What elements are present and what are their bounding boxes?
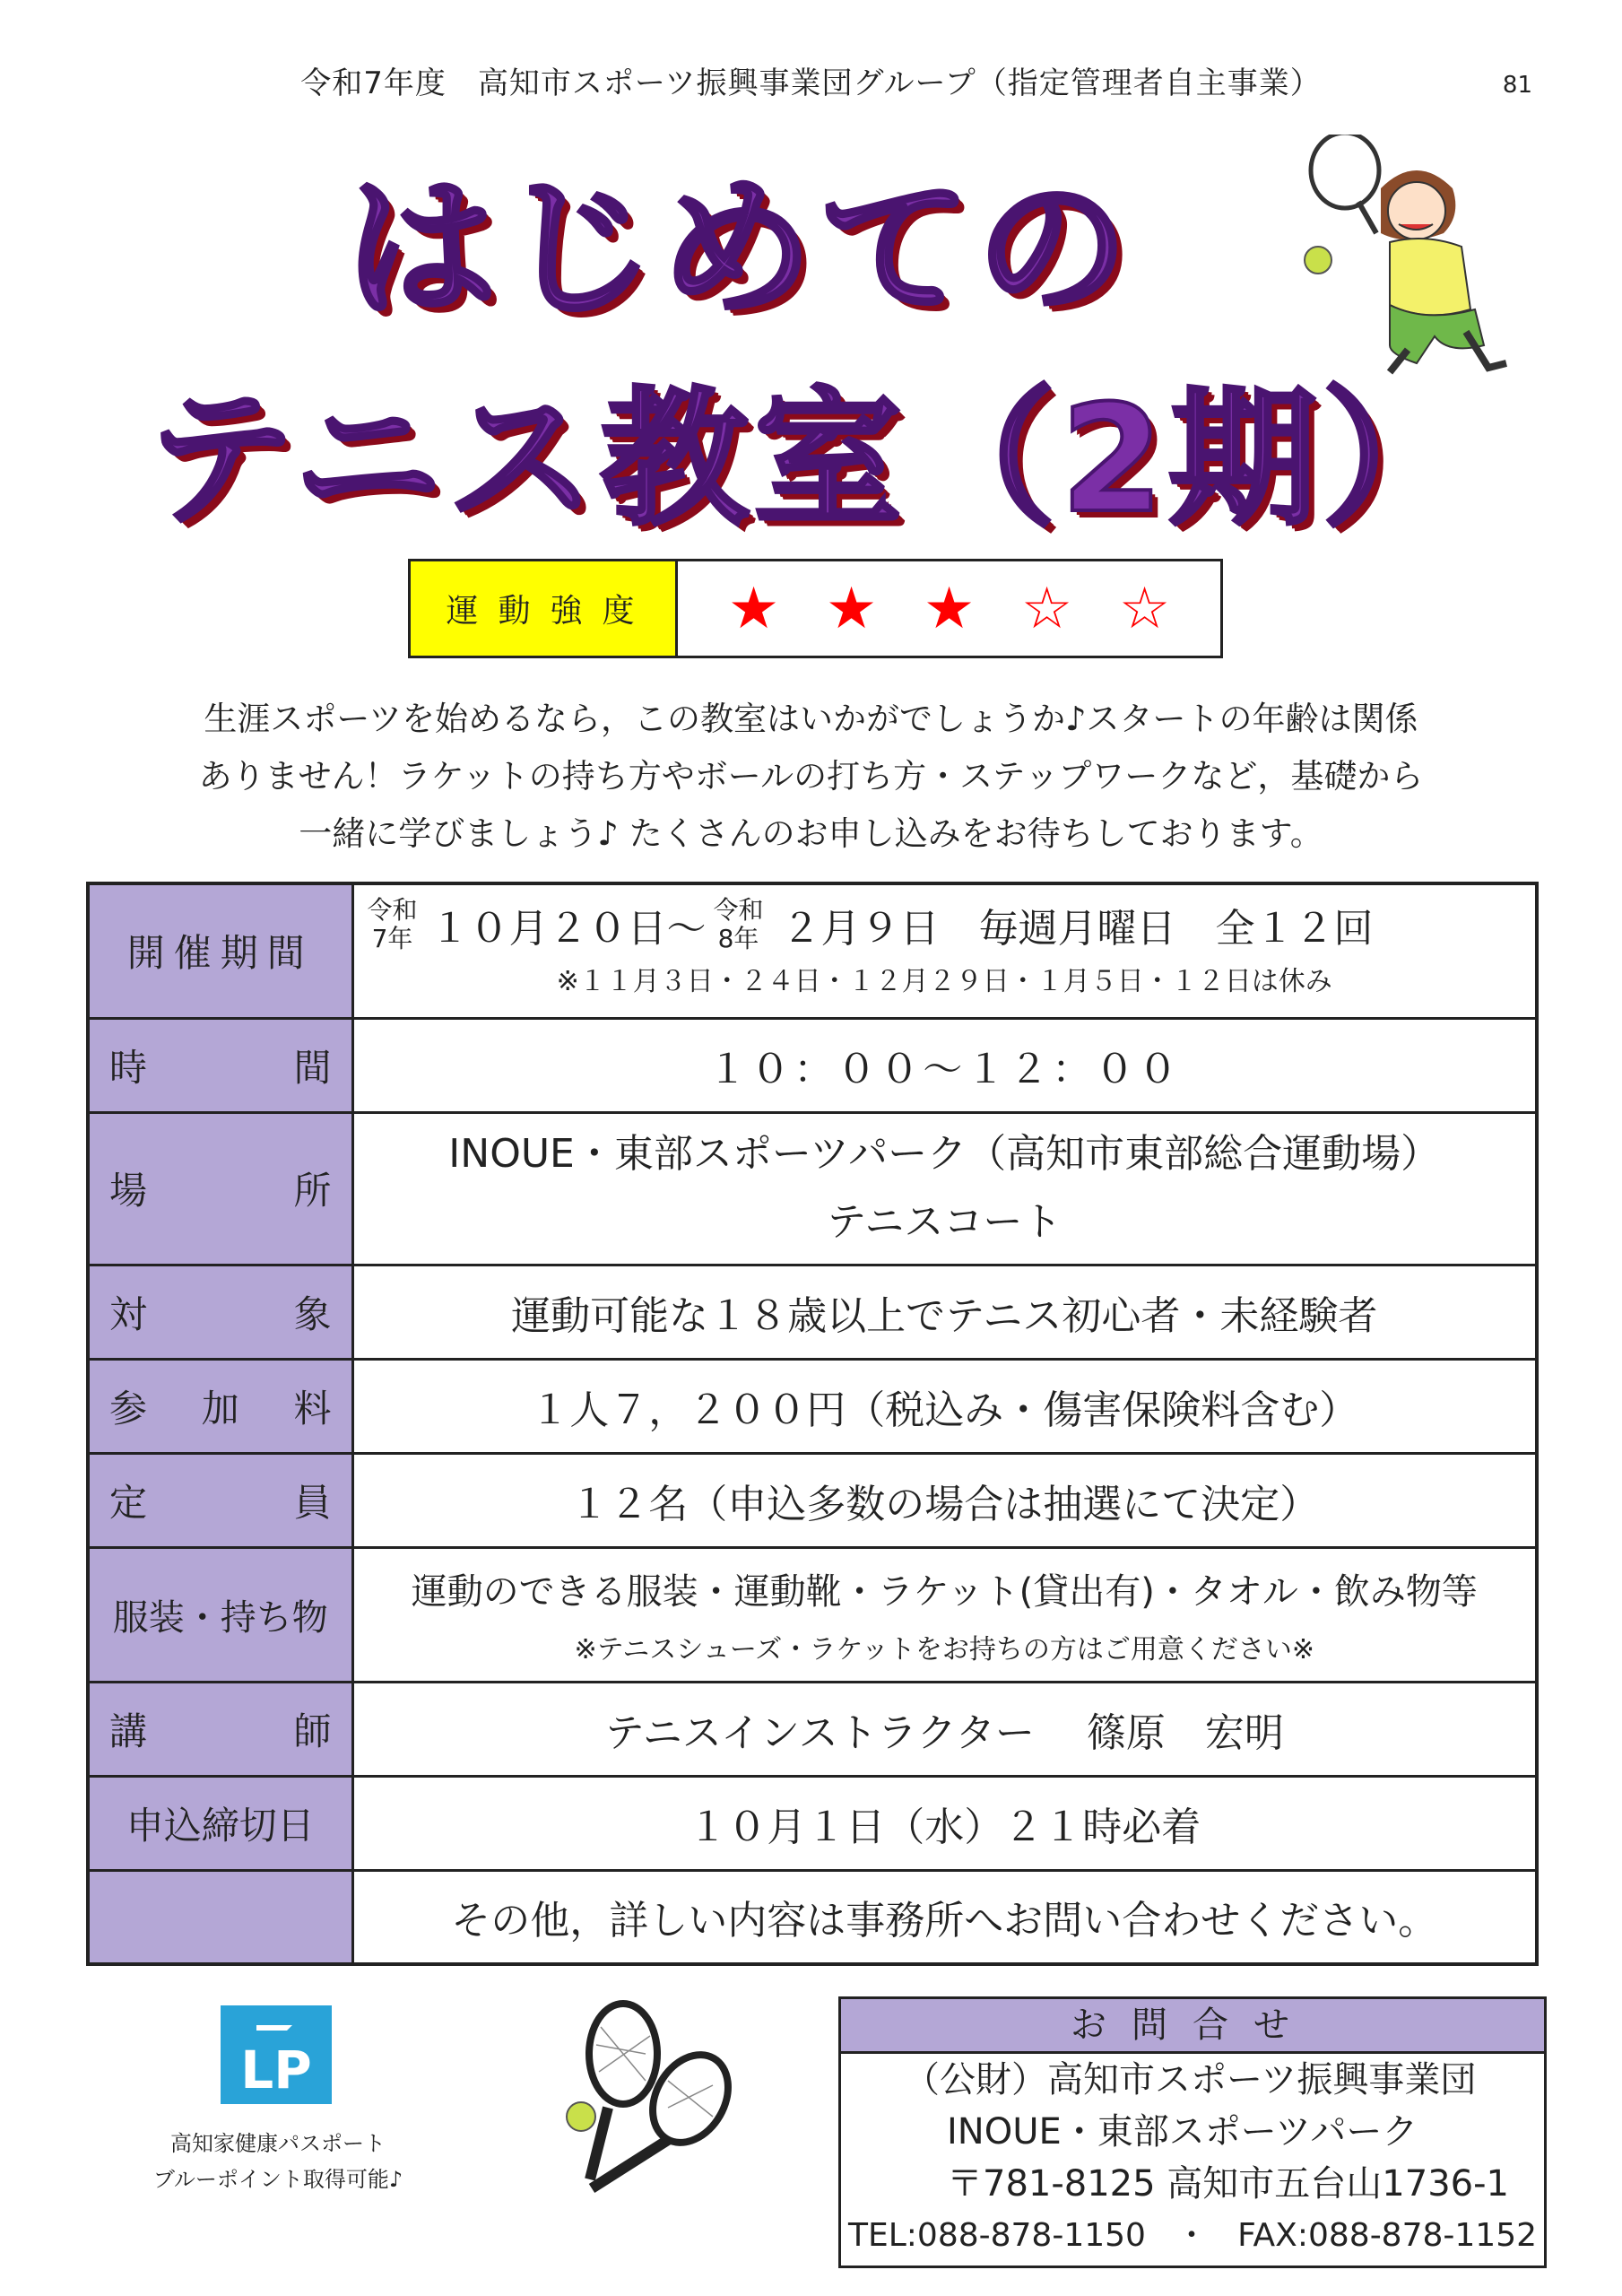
schedule-end: ２月９日 毎週月曜日 全１２回 [781, 906, 1374, 952]
schedule-start: １０月２０日～ [429, 906, 707, 952]
title-line-1: はじめての [344, 161, 1134, 338]
star-icon: ★ [727, 575, 780, 642]
table-row-items [88, 1547, 1537, 1682]
contact-facility: INOUE・東部スポーツパーク [947, 2111, 1418, 2152]
contact-phone-fax [848, 2210, 1537, 2262]
capacity-value: １２名（申込多数の場合は抽選にて決定） [352, 1453, 1537, 1547]
label-fee: 参 加 料 [88, 1359, 352, 1453]
star-icon: ★ [923, 575, 976, 642]
tennis-player-illustration [1273, 135, 1542, 386]
time-value: １０：００～１２：００ [352, 1018, 1537, 1112]
star-outline-icon: ☆ [1118, 575, 1171, 642]
page-number: 81 [1502, 72, 1532, 99]
table-row-place [88, 1112, 1537, 1265]
intro-line: 生涯スポーツを始めるなら，この教室はいかがでしょうか♪スタートの年齢は関係 [204, 700, 1418, 738]
intensity-label: 運動強度 [411, 561, 678, 656]
instructor-value: テニスインストラクター 篠原 宏明 [352, 1682, 1537, 1776]
label-empty [88, 1870, 352, 1964]
era-end: 令和 8年 [713, 895, 764, 954]
exercise-intensity [408, 559, 1223, 658]
items-value [352, 1547, 1537, 1682]
intro-line: 一緒に学びましょう♪ たくさんのお申し込みをお待ちしております。 [299, 814, 1323, 853]
contact-address: 〒781-8125 高知市五台山1736-1 [947, 2163, 1509, 2205]
label-place: 場 所 [88, 1112, 352, 1265]
label-items: 服装・持ち物 [88, 1547, 352, 1682]
star-icon: ★ [825, 575, 878, 642]
intro-line: ありません！ラケットの持ち方やボールの打ち方・ステップワークなど，基礎から [198, 757, 1424, 796]
other-value: その他，詳しい内容は事務所へお問い合わせください。 [352, 1870, 1537, 1964]
era-start: 令和 7年 [367, 895, 418, 954]
star-outline-icon: ☆ [1020, 575, 1073, 642]
label-target: 対 象 [88, 1265, 352, 1359]
place-value [352, 1112, 1537, 1265]
table-row-time [88, 1018, 1537, 1112]
contact-tel: TEL:088-878-1150 [848, 2217, 1146, 2254]
passport-caption: 高知家健康パスポート ブルーポイント取得可能♪ [152, 2131, 403, 2192]
title-line-2: テニス教室（2期） [146, 373, 1476, 545]
table-row-deadline [88, 1776, 1537, 1870]
contact-body [841, 2054, 1544, 2266]
table-row-instructor [88, 1682, 1537, 1776]
contact-separator: ・ [1175, 2217, 1209, 2254]
passport-logo [221, 2005, 332, 2104]
deadline-value: １０月１日（水）２１時必着 [352, 1776, 1537, 1870]
label-capacity: 定 員 [88, 1453, 352, 1547]
target-value: 運動可能な１８歳以上でテニス初心者・未経験者 [352, 1265, 1537, 1359]
table-row-other [88, 1870, 1537, 1964]
table-row-fee [88, 1359, 1537, 1453]
info-table [86, 882, 1539, 1966]
contact-org: （公財）高知市スポーツ振興事業団 [904, 2059, 1477, 2100]
items-note: ※テニスシューズ・ラケットをお持ちの方はご用意ください※ [574, 1633, 1314, 1665]
label-time: 時 間 [88, 1018, 352, 1112]
fee-value: １人７，２００円（税込み・傷害保険料含む） [352, 1359, 1537, 1453]
table-row-capacity [88, 1453, 1537, 1547]
schedule-value [352, 883, 1537, 1018]
intensity-stars [678, 561, 1220, 656]
schedule-note: ※１１月３日・２４日・１２月２９日・１月５日・１２日は休み [556, 966, 1332, 998]
items-line: 運動のできる服装・運動靴・ラケット(貸出有)・タオル・飲み物等 [411, 1570, 1478, 1613]
table-row-target [88, 1265, 1537, 1359]
label-schedule: 開催期間 [88, 883, 352, 1018]
contact-box [838, 1996, 1547, 2268]
contact-heading: お問合せ [841, 1999, 1544, 2054]
intro-text [134, 691, 1488, 863]
place-line-2: テニスコート [827, 1199, 1063, 1245]
place-line-1: INOUE・東部スポーツパーク（高知市東部総合運動場） [448, 1131, 1441, 1177]
header-subtitle: 令和7年度 高知市スポーツ振興事業団グループ（指定管理者自主事業） [300, 65, 1322, 101]
svg-text:LP: LP [240, 2039, 312, 2100]
label-instructor: 講 師 [88, 1682, 352, 1776]
label-deadline: 申込締切日 [88, 1776, 352, 1870]
contact-fax: FAX:088-878-1152 [1237, 2217, 1537, 2254]
tennis-rackets-icon [556, 2000, 753, 2197]
table-row-schedule [88, 883, 1537, 1018]
